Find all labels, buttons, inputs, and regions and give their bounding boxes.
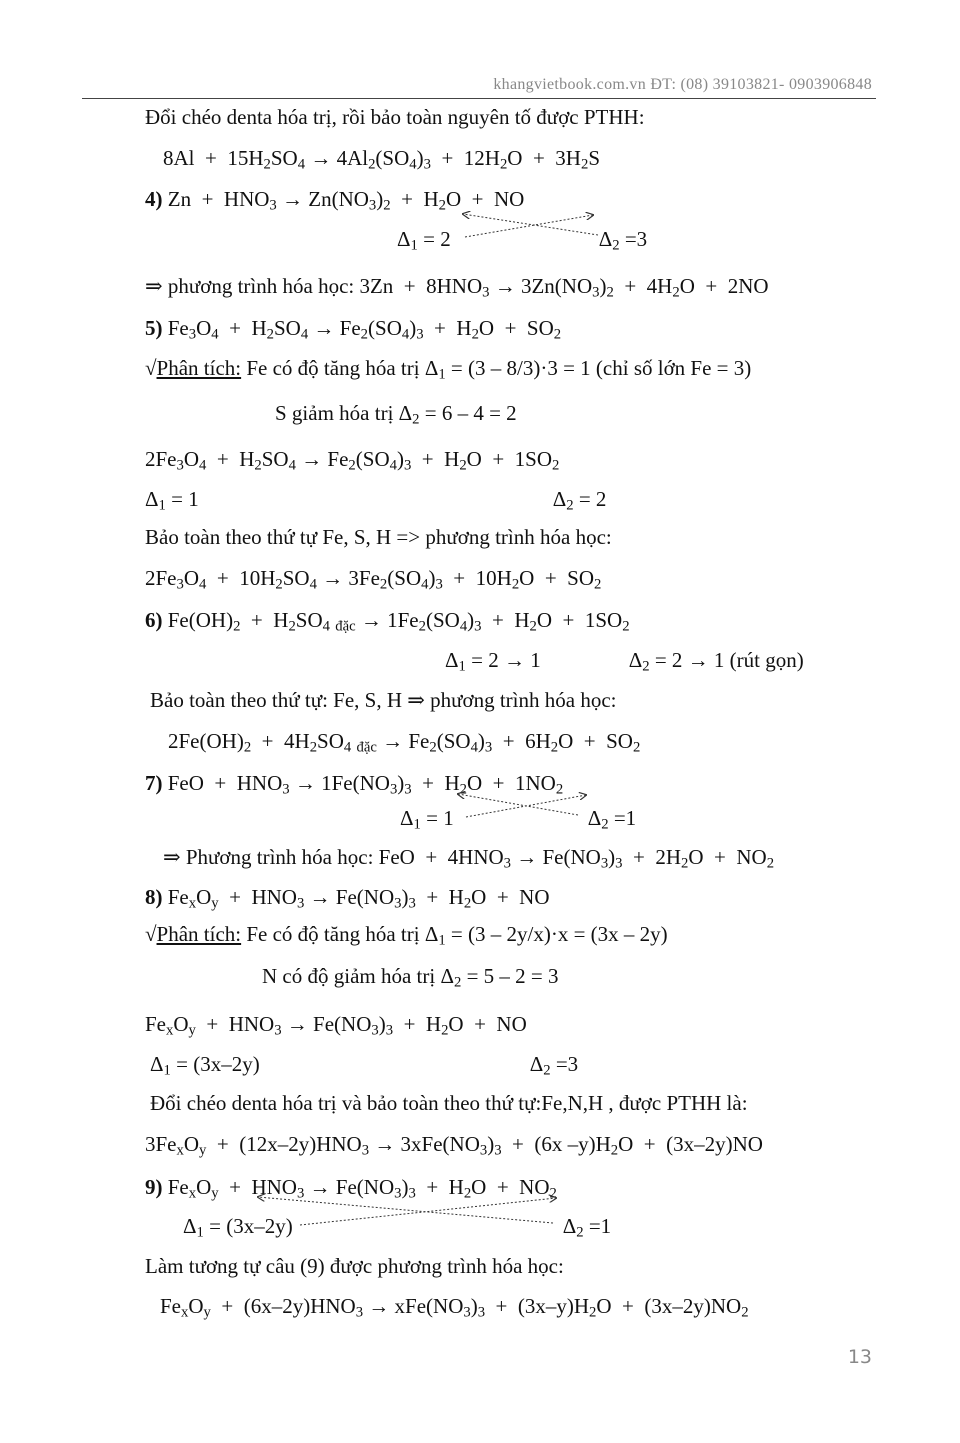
text-line-21: √Phân tích: Fe có độ tăng hóa trị $\Delta_1 = (3 - 2y/x)\cdot x = (3x - 2y)$ xyxy=(145,922,668,949)
text-line-23: $Fe_xO_y + HNO_3 \to Fe(NO_3)_3 + H_2O$ + NO xyxy=(145,1012,527,1039)
text-line-1: Đổi chéo denta hóa trị, rồi bảo toàn nguyên tố được PTHH: xyxy=(145,105,645,129)
text-line-19: ⇒ Phương trình hóa học: FeO + $4HNO_3 \to Fe(NO_3)_3 + 2H_2O + NO_2$ xyxy=(163,845,775,872)
text-line-5: ⇒ phương trình hóa học: $3Zn + 8HNO_3 \to 3Zn(NO_3)_2 + 4H_2O + 2NO$ xyxy=(145,274,769,301)
text-line-15: Bảo toàn theo thứ tự: Fe, S, H ⇒ phương trình hóa học: xyxy=(150,688,617,712)
text-line-20: 8) $Fe_xO_y + HNO_3 \to Fe(NO_3)_3 + H_2O$ + NO xyxy=(145,885,550,912)
text-line-22: N có độ giảm hóa trị $\Delta_2 = 5 - 2 = 3$ xyxy=(262,964,559,991)
text-line-18: $\Delta_1 = 1$ $\Delta_2 =1$ xyxy=(400,806,637,833)
text-line-8: S giảm hóa trị $\Delta_2 = 6 - 4 = 2$ xyxy=(275,401,517,428)
text-line-25: Đổi chéo denta hóa trị và bảo toàn theo thứ tự:Fe,N,H , được PTHH là: xyxy=(150,1091,748,1115)
text-line-29: Làm tương tự câu (9) được phương trình hóa học: xyxy=(145,1254,564,1278)
text-line-9: $2Fe_3O_4 + H_2SO_4 \to Fe_2(SO_4)_3 + H_2O + 1SO_2$ xyxy=(145,447,560,474)
text-line-28: $\Delta_1 = (3x-2y)$ $\Delta_2 =1$ xyxy=(183,1214,612,1241)
header-site: khangvietbook.com.vn xyxy=(493,76,647,93)
text-line-17: 7) FeO + $HNO_3 \to 1Fe(NO_3)_3 + H_2O + 1NO_2$ xyxy=(145,771,564,798)
text-line-27: 9) $Fe_xO_y + HNO_3 \to Fe(NO_3)_3 + H_2O + NO_2$ xyxy=(145,1175,557,1202)
text-line-16: $2Fe(OH)_2 + 4H_2SO_4$ đặc → $Fe_2(SO_4)_3 + 6H_2O + SO_2$ xyxy=(168,729,641,756)
text-line-12: $2Fe_3O_4 + 10H_2SO_4 \to 3Fe_2(SO_4)_3 + 10H_2O + SO_2$ xyxy=(145,566,602,593)
page-number: 13 xyxy=(847,1346,872,1368)
text-line-13: 6) $Fe(OH)_2 + H_2SO_4$ đặc → $1Fe_2(SO_4)_3 + H_2O + 1SO_2$ xyxy=(145,608,630,635)
text-line-7: √Phân tích: Fe có độ tăng hóa trị $\Delta_1 = (3 - 8/3)\cdot 3 = 1$ (chỉ số lớn Fe = 3) xyxy=(145,356,752,383)
text-line-14: $\Delta_1 = 2 \to 1$ $\Delta_2 = 2 \to 1$ (rút gọn) xyxy=(445,648,804,675)
text-line-10: $\Delta_1 = 1$ $\Delta_2 = 2$ xyxy=(145,487,607,514)
header-phone: ĐT: (08) 39103821- 0903906848 xyxy=(650,76,872,93)
text-line-24: $\Delta_1 = (3x-2y)$ $\Delta_2 =3$ xyxy=(150,1052,579,1079)
text-line-11: Bảo toàn theo thứ tự Fe, S, H => phương trình hóa học: xyxy=(145,525,612,549)
page-header xyxy=(493,76,872,94)
text-line-30: $Fe_xO_y + (6x-2y)HNO_3 \to xFe(NO_3)_3 + (3x-y)H_2O + (3x-2y)NO_2$ xyxy=(160,1294,749,1321)
text-line-4: $\Delta_1 = 2$ $\Delta_2 =3$ xyxy=(397,227,648,254)
text-line-26: $3Fe_xO_y + (12x-2y)HNO_3 \to 3xFe(NO_3)_3 + (6x$ $-y)H_2O + (3x-2y)NO$ xyxy=(145,1132,763,1159)
header-divider xyxy=(82,98,876,99)
text-line-3: 4) $Zn + HNO_3 \to Zn(NO_3)_2 + H_2O$ + NO xyxy=(145,187,525,214)
text-line-2: $8Al + 15H_2SO_4 \to 4Al_2(SO_4)_3 + 12H_2O + 3H_2S$ xyxy=(163,146,601,173)
text-line-6: 5) $Fe_3O_4 + H_2SO_4 \to Fe_2(SO_4)_3 + H_2O + SO_2$ xyxy=(145,316,562,343)
